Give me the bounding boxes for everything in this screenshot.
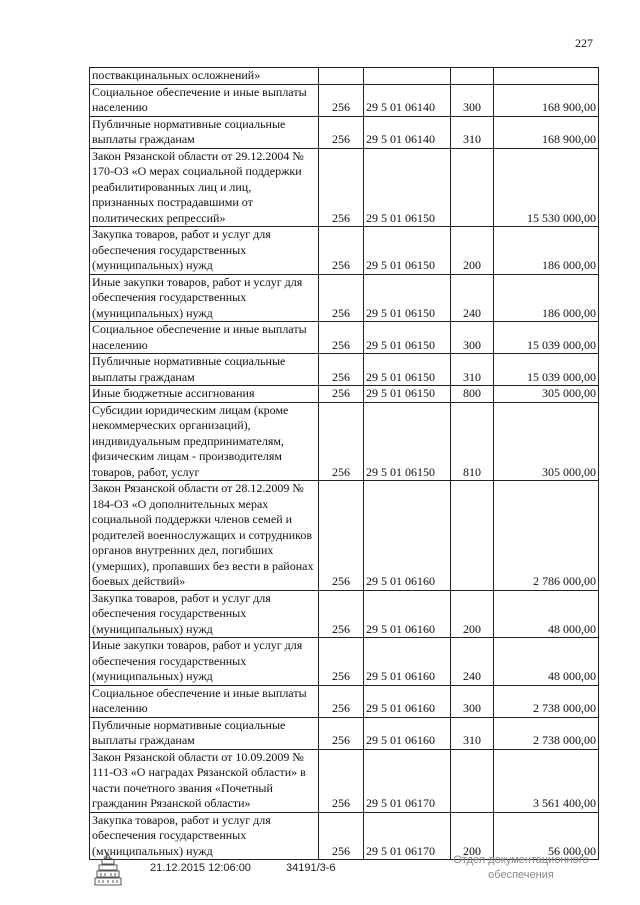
table-row bbox=[90, 322, 599, 354]
row-expense-type: 800 bbox=[451, 386, 494, 403]
row-amount bbox=[494, 68, 599, 85]
row-expense-type: 200 bbox=[451, 590, 494, 638]
row-amount: 15 039 000,00 bbox=[494, 354, 599, 386]
row-target-article: 29 5 01 06160 bbox=[364, 717, 451, 749]
page-number: 227 bbox=[575, 36, 593, 50]
row-name: Социальное обеспечение и иные выплаты населению bbox=[90, 84, 319, 116]
table-row bbox=[90, 274, 599, 322]
row-code: 256 bbox=[319, 749, 364, 812]
row-target-article: 29 5 01 06150 bbox=[364, 322, 451, 354]
row-target-article bbox=[364, 68, 451, 85]
footer-doc-number: 34191/3-6 bbox=[286, 862, 336, 874]
row-amount: 15 530 000,00 bbox=[494, 148, 599, 227]
stamp-line-1: Отдел документационного bbox=[453, 854, 589, 866]
row-target-article: 29 5 01 06140 bbox=[364, 84, 451, 116]
row-expense-type: 310 bbox=[451, 717, 494, 749]
row-name: поствакцинальных осложнений» bbox=[90, 68, 319, 85]
row-target-article: 29 5 01 06150 bbox=[364, 354, 451, 386]
department-stamp bbox=[446, 853, 596, 883]
row-code: 256 bbox=[319, 402, 364, 481]
row-target-article: 29 5 01 06160 bbox=[364, 481, 451, 591]
table-row bbox=[90, 116, 599, 148]
row-expense-type: 240 bbox=[451, 638, 494, 686]
row-expense-type: 810 bbox=[451, 402, 494, 481]
row-expense-type: 310 bbox=[451, 354, 494, 386]
row-code: 256 bbox=[319, 227, 364, 275]
budget-table-body bbox=[90, 68, 599, 860]
row-amount: 305 000,00 bbox=[494, 402, 599, 481]
row-expense-type: 300 bbox=[451, 322, 494, 354]
row-name: Закупка товаров, работ и услуг для обеспечения государственных (муниципальных) нужд bbox=[90, 812, 319, 860]
row-code: 256 bbox=[319, 354, 364, 386]
row-name: Субсидии юридическим лицам (кроме некоммерческих организаций), индивидуальным предпринимателям, физическим лицам - производителям товаров, работ, услуг bbox=[90, 402, 319, 481]
table-row bbox=[90, 402, 599, 481]
row-amount: 2 738 000,00 bbox=[494, 717, 599, 749]
row-expense-type: 200 bbox=[451, 812, 494, 860]
row-amount: 186 000,00 bbox=[494, 227, 599, 275]
row-name: Социальное обеспечение и иные выплаты населению bbox=[90, 322, 319, 354]
row-code: 256 bbox=[319, 274, 364, 322]
table-row bbox=[90, 481, 599, 591]
row-expense-type: 310 bbox=[451, 116, 494, 148]
row-amount: 305 000,00 bbox=[494, 386, 599, 403]
row-expense-type: 200 bbox=[451, 227, 494, 275]
row-amount: 3 561 400,00 bbox=[494, 749, 599, 812]
table-row bbox=[90, 685, 599, 717]
row-name: Иные закупки товаров, работ и услуг для обеспечения государственных (муниципальных) нужд bbox=[90, 274, 319, 322]
row-expense-type: 240 bbox=[451, 274, 494, 322]
row-expense-type: 300 bbox=[451, 84, 494, 116]
row-code: 256 bbox=[319, 481, 364, 591]
row-amount: 186 000,00 bbox=[494, 274, 599, 322]
stamp-line-2: обеспечения bbox=[488, 869, 554, 881]
row-expense-type bbox=[451, 148, 494, 227]
table-row bbox=[90, 227, 599, 275]
row-name: Иные бюджетные ассигнования bbox=[90, 386, 319, 403]
row-code: 256 bbox=[319, 685, 364, 717]
table-row bbox=[90, 717, 599, 749]
row-name: Публичные нормативные социальные выплаты гражданам bbox=[90, 354, 319, 386]
row-amount: 15 039 000,00 bbox=[494, 322, 599, 354]
table-row bbox=[90, 749, 599, 812]
row-name: Публичные нормативные социальные выплаты гражданам bbox=[90, 717, 319, 749]
row-target-article: 29 5 01 06150 bbox=[364, 148, 451, 227]
row-target-article: 29 5 01 06160 bbox=[364, 590, 451, 638]
budget-table bbox=[89, 67, 599, 860]
row-target-article: 29 5 01 06150 bbox=[364, 227, 451, 275]
row-name: Социальное обеспечение и иные выплаты населению bbox=[90, 685, 319, 717]
table-row bbox=[90, 354, 599, 386]
row-code: 256 bbox=[319, 638, 364, 686]
emblem-icon bbox=[92, 852, 124, 888]
row-amount: 48 000,00 bbox=[494, 638, 599, 686]
row-name: Публичные нормативные социальные выплаты гражданам bbox=[90, 116, 319, 148]
table-row bbox=[90, 590, 599, 638]
row-expense-type: 300 bbox=[451, 685, 494, 717]
row-target-article: 29 5 01 06150 bbox=[364, 386, 451, 403]
row-name: Закон Рязанской области от 28.12.2009 № 184-ОЗ «О дополнительных мерах социальной поддержки членов семей и родителей военнослужащих и сотрудников органов внутренних дел, погибших (умерших), пропавших без вести в районах боевых действий» bbox=[90, 481, 319, 591]
row-target-article: 29 5 01 06170 bbox=[364, 749, 451, 812]
row-expense-type bbox=[451, 481, 494, 591]
row-expense-type bbox=[451, 68, 494, 85]
row-code: 256 bbox=[319, 116, 364, 148]
table-row bbox=[90, 84, 599, 116]
row-target-article: 29 5 01 06140 bbox=[364, 116, 451, 148]
row-code: 256 bbox=[319, 148, 364, 227]
row-code: 256 bbox=[319, 590, 364, 638]
table-row bbox=[90, 68, 599, 85]
row-target-article: 29 5 01 06150 bbox=[364, 402, 451, 481]
row-target-article: 29 5 01 06170 bbox=[364, 812, 451, 860]
row-expense-type bbox=[451, 749, 494, 812]
table-row bbox=[90, 148, 599, 227]
row-code: 256 bbox=[319, 717, 364, 749]
row-name: Закупка товаров, работ и услуг для обеспечения государственных (муниципальных) нужд bbox=[90, 227, 319, 275]
row-code: 256 bbox=[319, 812, 364, 860]
row-code: 256 bbox=[319, 386, 364, 403]
table-row bbox=[90, 638, 599, 686]
row-amount: 56 000,00 bbox=[494, 812, 599, 860]
row-target-article: 29 5 01 06160 bbox=[364, 638, 451, 686]
row-target-article: 29 5 01 06160 bbox=[364, 685, 451, 717]
row-amount: 48 000,00 bbox=[494, 590, 599, 638]
table-row bbox=[90, 386, 599, 403]
row-amount: 168 900,00 bbox=[494, 84, 599, 116]
footer-date: 21.12.2015 12:06:00 bbox=[150, 862, 251, 874]
row-name: Закон Рязанской области от 29.12.2004 № 170-ОЗ «О мерах социальной поддержки реабилитированных лиц и лиц, признанных пострадавшими от политических репрессий» bbox=[90, 148, 319, 227]
row-name: Закупка товаров, работ и услуг для обеспечения государственных (муниципальных) нужд bbox=[90, 590, 319, 638]
row-code: 256 bbox=[319, 322, 364, 354]
row-code bbox=[319, 68, 364, 85]
row-amount: 2 786 000,00 bbox=[494, 481, 599, 591]
row-name: Закон Рязанской области от 10.09.2009 № 111-ОЗ «О наградах Рязанской области» в части почетного звания «Почетный гражданин Рязанской области» bbox=[90, 749, 319, 812]
row-code: 256 bbox=[319, 84, 364, 116]
row-amount: 168 900,00 bbox=[494, 116, 599, 148]
row-amount: 2 738 000,00 bbox=[494, 685, 599, 717]
row-target-article: 29 5 01 06150 bbox=[364, 274, 451, 322]
row-name: Иные закупки товаров, работ и услуг для обеспечения государственных (муниципальных) нужд bbox=[90, 638, 319, 686]
